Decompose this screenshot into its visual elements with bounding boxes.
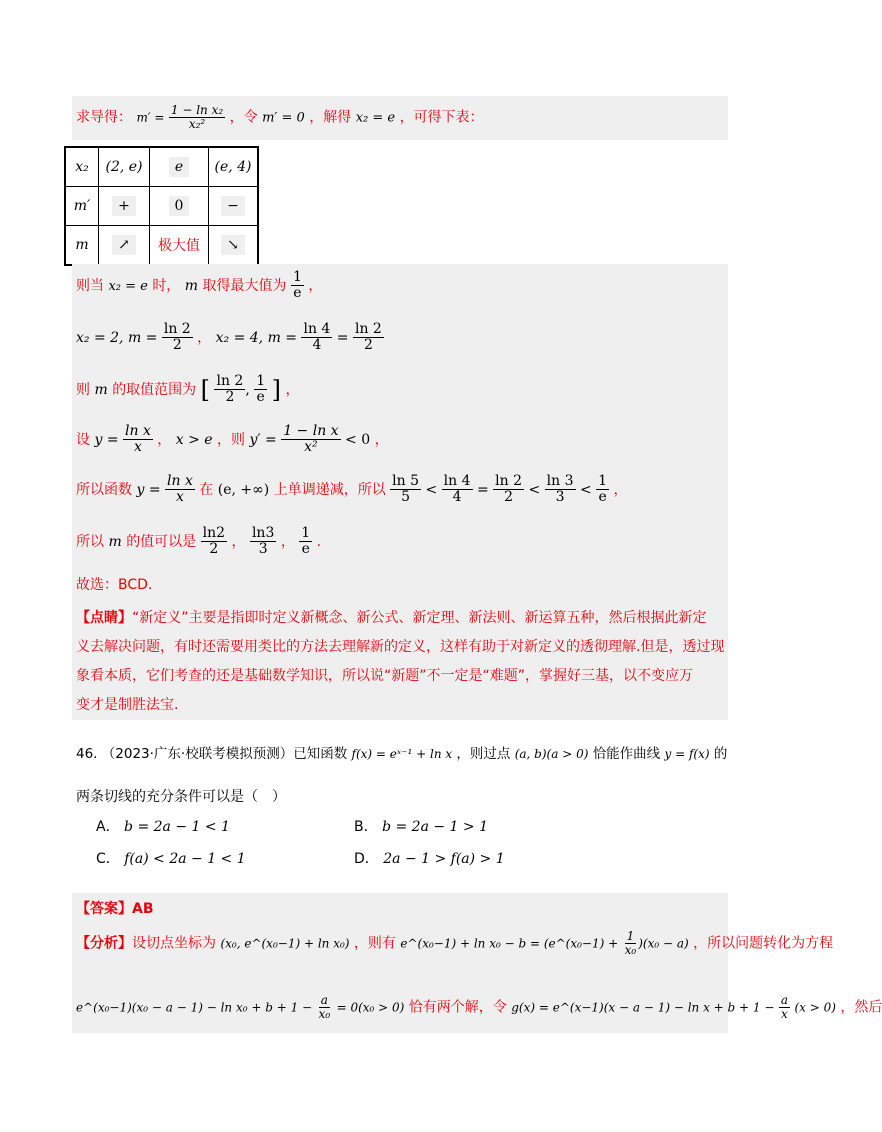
- question-stem: [76, 742, 727, 762]
- num: ln 2: [354, 321, 382, 337]
- table-cell: [209, 187, 259, 226]
- text: ，: [157, 431, 172, 448]
- text: ，: [231, 533, 246, 550]
- fraction: [281, 424, 340, 456]
- option-expr: b = 2a − 1 > 1: [382, 819, 488, 835]
- expr: m: [94, 381, 108, 398]
- fraction: [301, 322, 332, 354]
- text: 设切点坐标为: [132, 935, 216, 952]
- text: ，则过点: [456, 746, 511, 762]
- num: 1: [292, 269, 302, 285]
- option-label: B．: [354, 819, 378, 835]
- den: e: [301, 541, 310, 558]
- num: ln 2: [163, 321, 191, 337]
- option-expr: f(a) < 2a − 1 < 1: [124, 851, 246, 867]
- answer-text: 故选：BCD.: [76, 577, 153, 593]
- table-cell-value: −: [221, 196, 245, 216]
- text: ，: [308, 277, 323, 294]
- text: ，: [280, 533, 295, 550]
- den: 3: [258, 541, 268, 558]
- intro-label: 求导得：: [76, 109, 132, 126]
- derivative-y-line: [76, 424, 389, 456]
- num: ln 2: [216, 373, 244, 389]
- option-label: A．: [96, 819, 120, 835]
- fraction: [123, 424, 153, 456]
- den: x: [133, 439, 142, 456]
- max-value-line: [76, 270, 322, 302]
- den: x: [175, 489, 184, 506]
- table-row: [65, 187, 258, 226]
- expr: x₂ = e: [108, 278, 148, 294]
- option-expr: b = 2a − 1 < 1: [124, 819, 230, 835]
- text: ，: [285, 381, 300, 398]
- expr: <: [425, 481, 438, 498]
- den: x₀: [624, 943, 637, 958]
- fraction: [779, 994, 790, 1021]
- num: ln3: [251, 525, 275, 541]
- equation-line: [76, 994, 882, 1021]
- text: 则当: [76, 277, 104, 294]
- text: ，然后: [840, 999, 882, 1016]
- fraction: [250, 526, 276, 558]
- variation-table: [64, 146, 259, 266]
- expr: m: [184, 277, 199, 294]
- fraction: [201, 526, 227, 558]
- expr: =: [476, 481, 489, 498]
- expr: )(x₀ − a): [638, 936, 689, 951]
- text: ，: [613, 481, 628, 498]
- num: 1: [626, 929, 635, 943]
- point-expr: (a, b)(a > 0): [514, 747, 589, 761]
- text: 所以: [76, 533, 104, 550]
- num: ln x: [167, 473, 193, 489]
- text: ，: [374, 431, 389, 448]
- fraction: [493, 474, 524, 506]
- table-cell-value: ↗: [112, 235, 136, 255]
- num: ln2: [202, 525, 226, 541]
- num: ln 4: [303, 321, 331, 337]
- expr: y =: [94, 431, 119, 448]
- den: x: [781, 1007, 788, 1022]
- m-prime-zero: m′ = 0: [262, 110, 305, 126]
- num: ln 3: [546, 473, 574, 489]
- bracket-close: ]: [271, 375, 281, 404]
- den: e: [256, 389, 265, 406]
- table-cell: [150, 187, 209, 226]
- m-prime-num: 1 − ln x₂: [170, 103, 224, 117]
- expr: =: [336, 329, 349, 346]
- den: 2: [209, 541, 219, 558]
- text: 恰有两个解，令: [408, 999, 507, 1016]
- expr: (e, +∞): [217, 481, 270, 498]
- den: 2: [363, 337, 373, 354]
- den: 4: [452, 489, 462, 506]
- expr: x₂ = 4, m =: [215, 329, 298, 346]
- num: ln 5: [392, 473, 420, 489]
- g-function-expr: g(x) = e^(x−1)(x − a − 1) − ln x + b + 1 −: [511, 1000, 775, 1015]
- num: 1: [256, 373, 266, 389]
- range-line: 则 m 的取值范围为 [ $\frac{\ln 2}{2}$ , $\frac{1}{e}$ ] ，: [76, 373, 300, 406]
- table-cell-value: 0: [169, 196, 190, 216]
- den: e: [293, 285, 302, 302]
- m-prime-lhs: m′ =: [136, 110, 165, 125]
- text: ，: [197, 329, 212, 346]
- text: ，则: [217, 431, 246, 448]
- equation-expr: e^(x₀−1)(x₀ − a − 1) − ln x₀ + b + 1 −: [76, 1000, 313, 1015]
- monotonic-line: [76, 474, 628, 506]
- text: 所以函数: [76, 481, 132, 498]
- num: a: [780, 993, 789, 1007]
- comment-line: 变才是制胜法宝.: [76, 697, 179, 713]
- den: x₀: [318, 1007, 331, 1022]
- table-cell: m′: [65, 187, 99, 226]
- expr: x > e: [175, 431, 213, 448]
- table-cell-value: +: [112, 196, 136, 216]
- option-label: D．: [354, 851, 379, 867]
- num: ln 4: [443, 473, 471, 489]
- expr: <: [528, 481, 541, 498]
- expr: y =: [136, 481, 161, 498]
- function-expr: f(x) = eˣ⁻¹ + ln x: [351, 747, 453, 761]
- text: 上单调递减，所以: [273, 481, 386, 498]
- text: 恰能作曲线: [592, 746, 661, 762]
- num: 1: [301, 525, 311, 541]
- fraction: [353, 322, 384, 354]
- text: 时，: [152, 277, 181, 294]
- text: 设: [76, 431, 90, 448]
- den: e: [598, 489, 607, 506]
- table-intro: ，可得下表：: [399, 109, 484, 126]
- table-cell: 极大值: [150, 226, 209, 266]
- comment-tag: 【点睛】: [76, 610, 132, 626]
- text: ，则有: [353, 935, 396, 952]
- fraction: [390, 474, 421, 506]
- curve-expr: y = f(x): [664, 747, 710, 761]
- text: 则: [76, 381, 90, 398]
- fraction: [299, 526, 312, 558]
- text: 的取值范围为: [112, 381, 197, 398]
- analysis-tag: 【分析】: [76, 935, 132, 952]
- m-prime-fraction: [169, 104, 225, 131]
- table-cell: m: [65, 226, 99, 266]
- den: 2: [172, 337, 182, 354]
- expr: = 0(x₀ > 0): [336, 1000, 405, 1015]
- num: ln x: [125, 423, 151, 439]
- comment-line: [76, 604, 726, 633]
- num: ln 2: [495, 473, 523, 489]
- answer-tag: 【答案】AB: [76, 901, 154, 917]
- comment-line: 义去解决问题，有时还需要用类比的方法去理解新的定义，这样有助于对新定义的透彻理解.但是，透过现: [76, 639, 725, 655]
- question-source: （2023·广东·校联考模拟预测）已知函数: [101, 746, 348, 762]
- table-cell: [209, 226, 259, 266]
- fraction: [254, 374, 267, 406]
- option-b: [354, 816, 488, 836]
- text: ，所以问题转化为方程: [693, 935, 834, 952]
- table-cell: [99, 226, 150, 266]
- analysis-line: [76, 930, 833, 957]
- den: 4: [312, 337, 322, 354]
- comment-line: 象看本质，它们考查的还是基础数学知识，所以说“新题”不一定是“难题”，掌握好三基，以不变应万: [76, 668, 694, 684]
- fraction: [317, 994, 333, 1021]
- table-cell-value: ↘: [221, 235, 245, 255]
- expr: (x > 0): [794, 1000, 836, 1015]
- option-a: [96, 816, 230, 836]
- den: 2: [504, 489, 514, 506]
- table-cell: x₂: [65, 147, 99, 187]
- derivative-line: [76, 104, 484, 131]
- root-expr: x₂ = e: [355, 110, 396, 126]
- table-cell-value: e: [169, 157, 189, 177]
- comment-text: “新定义”主要是指即时定义新概念、新公式、新定理、新法则、新运算五种，然后根据此新定: [132, 610, 707, 626]
- let-text: ，令: [229, 109, 258, 126]
- table-row: [65, 226, 258, 266]
- text: .: [316, 533, 322, 550]
- fraction: [545, 474, 576, 506]
- text: 在: [199, 481, 214, 498]
- comment-block: [76, 604, 726, 720]
- text: 的: [713, 746, 728, 762]
- fraction: [442, 474, 473, 506]
- option-expr: 2a − 1 > f(a) > 1: [383, 851, 505, 867]
- tangent-eq-expr: e^(x₀−1) + ln x₀ − b = (e^(x₀−1) +: [400, 936, 619, 951]
- question-line2: 两条切线的充分条件可以是（ ）: [76, 789, 286, 805]
- solve-text: ，解得: [309, 109, 352, 126]
- option-label: C．: [96, 851, 120, 867]
- table-cell: [150, 147, 209, 187]
- den: 5: [401, 489, 411, 506]
- values-line: [76, 526, 321, 558]
- den: x²: [304, 439, 318, 456]
- num: a: [320, 993, 328, 1007]
- table-row: [65, 147, 258, 187]
- expr: <: [579, 481, 592, 498]
- num: 1 − ln x: [283, 423, 339, 439]
- text: 取得最大值为: [202, 277, 287, 294]
- m-prime-den: x₂²: [188, 117, 206, 132]
- fraction: [165, 474, 195, 506]
- fraction: [162, 322, 193, 354]
- fraction: [214, 374, 245, 406]
- fraction: [623, 930, 639, 957]
- text: 的值可以是: [126, 533, 197, 550]
- table-cell: (e, 4): [209, 147, 259, 187]
- option-c: [96, 848, 246, 868]
- fraction: [291, 270, 304, 302]
- den: 3: [555, 489, 565, 506]
- fraction: [596, 474, 609, 506]
- table-cell: (2, e): [99, 147, 150, 187]
- expr: < 0: [345, 431, 371, 448]
- num: 1: [598, 473, 608, 489]
- expr: y′ =: [249, 431, 277, 448]
- question-number: 46.: [76, 746, 98, 762]
- endpoint-values-line: [76, 322, 384, 354]
- option-d: [354, 848, 505, 868]
- expr: m: [108, 533, 122, 550]
- den: 2: [225, 389, 235, 406]
- bracket-open: [: [200, 375, 211, 404]
- expr: x₂ = 2, m =: [76, 329, 158, 346]
- table-cell: [99, 187, 150, 226]
- tangent-point-expr: (x₀, e^(x₀−1) + ln x₀): [220, 936, 350, 951]
